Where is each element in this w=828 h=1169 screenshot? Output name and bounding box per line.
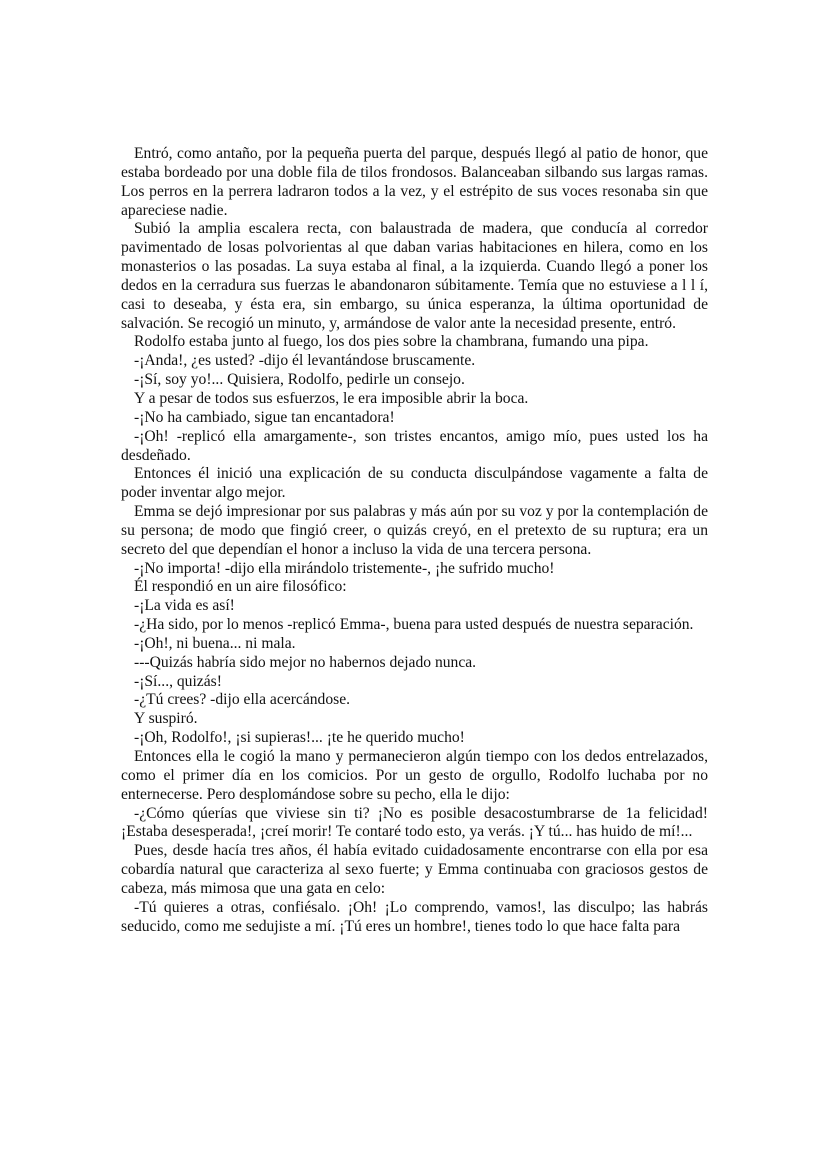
paragraph: -¿Ha sido, por lo menos -replicó Emma-, buena para usted después de nuestra separación. [134,616,694,634]
paragraph: Él respondió en un aire filosófico: [134,578,347,596]
paragraph: Rodolfo estaba junto al fuego, los dos pies sobre la chambrana, fumando una pipa. [134,333,649,351]
paragraph: Emma se dejó impresionar por sus palabras y más aún por su voz y por la contemplación de su persona; de modo que fingió creer, o quizás creyó, en el pretexto de su ruptura; era un secreto del que dependían el honor a incluso la vida de una tercera persona. [121,503,708,558]
paragraph: Y a pesar de todos sus esfuerzos, le era imposible abrir la boca. [134,389,529,407]
document-body [121,145,708,936]
paragraph: -¿Cómo qúerías que viviese sin ti? ¡No es posible desacostumbrarse de 1a felicidad! ¡Estaba desesperada!, ¡creí morir! Te contaré todo esto, ya verás. ¡Y tú... has huido de mí!... [121,804,708,841]
paragraph: ---Quizás habría sido mejor no habernos dejado nunca. [134,653,477,671]
paragraph: -¿Tú crees? -dijo ella acercándose. [134,691,351,709]
paragraph: -¡No importa! -dijo ella mirándolo tristemente-, ¡he sufrido mucho! [134,559,555,577]
paragraph: -¡No ha cambiado, sigue tan encantadora! [134,408,395,426]
paragraph: -¡Anda!, ¿es usted? -dijo él levantándose bruscamente. [134,352,476,370]
paragraph: -¡Sí..., quizás! [134,672,222,690]
paragraph: Entró, como antaño, por la pequeña puerta del parque, después llegó al patio de honor, que estaba bordeado por una doble fila de tilos frondosos. Balanceaban silbando sus largas ramas. Los perros en la perrera ladraron todos a la vez, y el estrépito de sus voces resonaba sin que apareciese nadie. [121,145,708,219]
paragraph: -Tú quieres a otras, confiésalo. ¡Oh! ¡Lo comprendo, vamos!, las disculpo; las habrás seducido, como me sedujiste a mí. ¡Tú eres un hombre!, tienes todo lo que hace falta para [121,898,708,935]
paragraph: Pues, desde hacía tres años, él había evitado cuidadosamente encontrarse con ella por esa cobardía natural que caracteriza al sexo fuerte; y Emma continuaba con graciosos gestos de cabeza, más mimosa que una gata en celo: [121,842,708,897]
paragraph: Subió la amplia escalera recta, con balaustrada de madera, que conducía al corredor pavimentado de losas polvorientas al que daban varias habitaciones en hilera, como en los monasterios o las posadas. La suya estaba al final, a la izquierda. Cuando llegó a poner los dedos en la cerradura sus fuerzas le abandonaron súbitamente. Temía que no estuviese a l l í, casi to deseaba, y ésta era, sin embargo, su única esperanza, la última oportunidad de salvación. Se recogió un minuto, y, armándose de valor ante la necesidad presente, entró. [121,220,708,332]
paragraph: -¡Sí, soy yo!... Quisiera, Rodolfo, pedirle un consejo. [134,371,465,389]
paragraph: -¡Oh!, ni buena... ni mala. [134,634,296,652]
paragraph: -¡La vida es así! [134,597,235,615]
paragraph: Y suspiró. [134,710,198,728]
paragraph: -¡Oh! -replicó ella amargamente-, son tristes encantos, amigo mío, pues usted los ha desdeñado. [121,427,708,464]
paragraph: Entonces él inició una explicación de su conducta disculpándose vagamente a falta de poder inventar algo mejor. [121,465,708,502]
paragraph: -¡Oh, Rodolfo!, ¡si supieras!... ¡te he querido mucho! [134,729,465,747]
paragraph: Entonces ella le cogió la mano y permanecieron algún tiempo con los dedos entrelazados, como el primer día en los comicios. Por un gesto de orgullo, Rodolfo luchaba por no enternecerse. Pero desplomándose sobre su pecho, ella le dijo: [121,748,708,803]
